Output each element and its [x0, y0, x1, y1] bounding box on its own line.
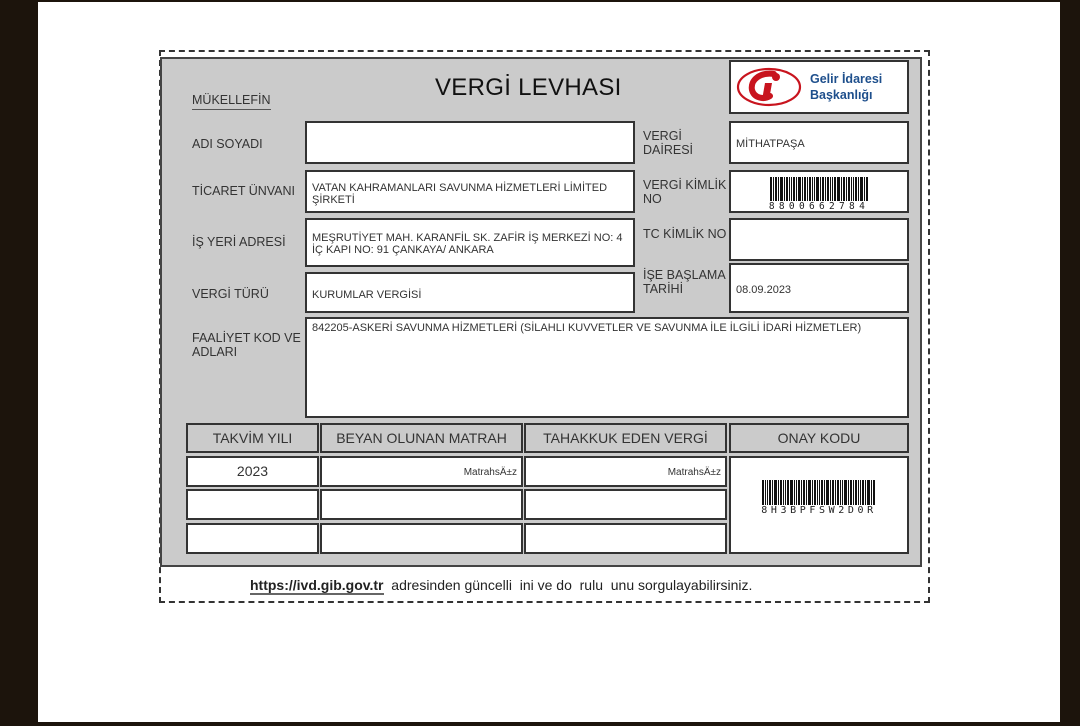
- field-vergi-dairesi: MİTHATPAŞA: [729, 121, 909, 164]
- footer-note: [250, 577, 752, 593]
- table-cell-year-2: [186, 489, 319, 520]
- field-is-yeri-adresi: MEŞRUTİYET MAH. KARANFİL SK. ZAFİR İŞ MERKEZİ NO: 4 İÇ KAPI NO: 91 ÇANKAYA/ ANKARA: [305, 218, 635, 267]
- table-header-tahakkuk-vergi: TAHAKKUK EDEN VERGİ: [524, 423, 727, 453]
- label-vergi-turu: VERGİ TÜRÜ: [192, 287, 269, 301]
- vkn-barcode-icon: [731, 177, 907, 201]
- table-cell-matrah-3: [320, 523, 523, 554]
- label-ise-baslama-tarihi: İŞE BAŞLAMA TARİHİ: [643, 268, 725, 296]
- table-cell-year-3: [186, 523, 319, 554]
- footer-text: adresinden güncelli ini ve do rulu unu sorgulayabilirsiniz.: [383, 577, 753, 593]
- ivd-link[interactable]: https://ivd.gib.gov.tr: [250, 577, 384, 593]
- field-ticaret-unvani: VATAN KAHRAMANLARI SAVUNMA HİZMETLERİ LİMİTED ŞİRKETİ: [305, 170, 635, 213]
- gib-logo-icon: [736, 66, 802, 108]
- onay-kodu-value: 8H3BPFSW2D0R: [761, 505, 877, 516]
- label-vergi-kimlik-no: VERGİ KİMLİK NO: [643, 178, 727, 206]
- field-tc-kimlik-no: [729, 218, 909, 261]
- table-cell-year-1: 2023: [186, 456, 319, 487]
- label-is-yeri-adresi: İŞ YERİ ADRESİ: [192, 235, 286, 249]
- field-ise-baslama-tarihi: 08.09.2023: [729, 263, 909, 313]
- table-cell-matrah-2: [320, 489, 523, 520]
- label-tc-kimlik-no: TC KİMLİK NO: [643, 227, 727, 241]
- onay-kodu-box: [729, 456, 909, 554]
- field-adi-soyadi: [305, 121, 635, 164]
- table-cell-vergi-3: [524, 523, 727, 554]
- table-cell-matrah-1: MatrahsÄ±z: [320, 456, 523, 487]
- table-header-beyan-matrah: BEYAN OLUNAN MATRAH: [320, 423, 523, 453]
- logo-line1: Gelir İdaresi: [810, 72, 883, 86]
- table-cell-vergi-2: [524, 489, 727, 520]
- table-header-takvim-yili: TAKVİM YILI: [186, 423, 319, 453]
- label-adi-soyadi: ADI SOYADI: [192, 137, 263, 151]
- field-vergi-turu: KURUMLAR VERGİSİ: [305, 272, 635, 313]
- section-label-mukellef: MÜKELLEFİN: [192, 93, 271, 110]
- label-faaliyet: FAALİYET KOD VE ADLARI: [192, 331, 301, 359]
- label-ticaret-unvani: TİCARET ÜNVANI: [192, 184, 296, 198]
- field-vergi-kimlik-no: [729, 170, 909, 213]
- vkn-number: 8800662784: [768, 201, 870, 212]
- logo-line2: Başkanlığı: [810, 88, 873, 102]
- label-vergi-dairesi: VERGİ DAİRESİ: [643, 129, 694, 157]
- table-cell-vergi-1: MatrahsÄ±z: [524, 456, 727, 487]
- onay-barcode-icon: [731, 480, 907, 505]
- gib-logo: [729, 60, 909, 114]
- table-header-onay-kodu: ONAY KODU: [729, 423, 909, 453]
- field-faaliyet: 842205-ASKERİ SAVUNMA HİZMETLERİ (SİLAHLI KUVVETLER VE SAVUNMA İLE İLGİLİ İDARİ HİZMETLER): [305, 317, 909, 418]
- page-title: VERGİ LEVHASI: [435, 74, 622, 101]
